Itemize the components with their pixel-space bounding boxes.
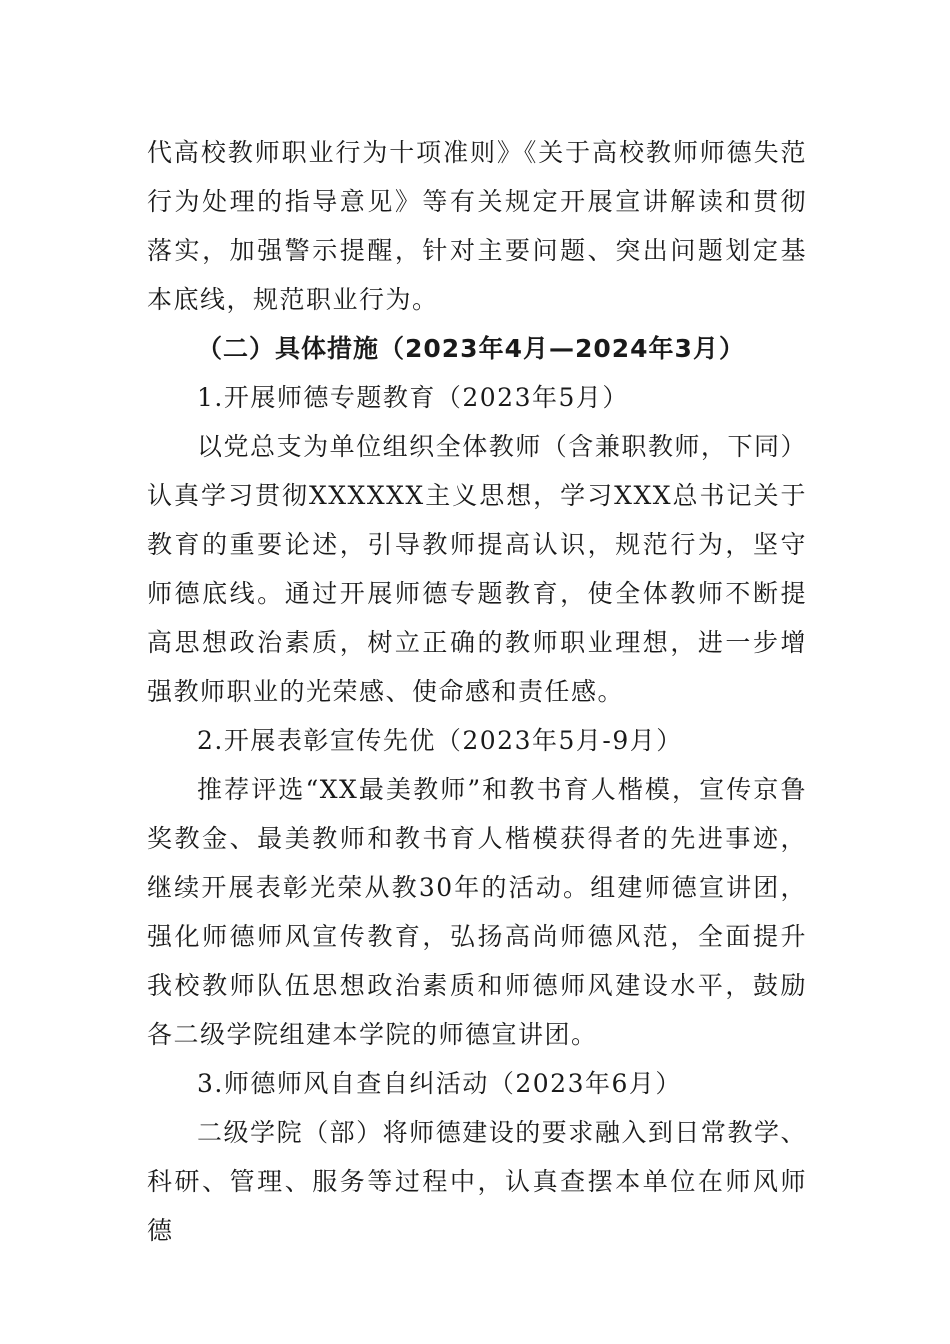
document-body [147, 128, 807, 1255]
paragraph-2: 推荐评选“XX最美教师”和教书育人楷模，宣传京鲁奖教金、最美教师和教书育人楷模获得者的先进事迹，继续开展表彰光荣从教30年的活动。组建师德宣讲团，强化师德师风宣传教育，弘扬高尚师德风范，全面提升我校教师队伍思想政治素质和师德师风建设水平，鼓励各二级学院组建本学院的师德宣讲团。 [147, 775, 807, 1049]
item-title-1: 1.开展师德专题教育（2023年5月） [197, 383, 629, 412]
paragraph-3: 二级学院（部）将师德建设的要求融入到日常教学、科研、管理、服务等过程中，认真查摆本单位在师风师德 [147, 1118, 807, 1245]
paragraph-1: 以党总支为单位组织全体教师（含兼职教师，下同）认真学习贯彻XXXXXX主义思想，学习XXX总书记关于教育的重要论述，引导教师提高认识，规范行为，坚守师德底线。通过开展师德专题教育，使全体教师不断提高思想政治素质，树立正确的教师职业理想，进一步增强教师职业的光荣感、使命感和责任感。 [147, 432, 807, 706]
item-title-3: 3.师德师风自查自纠活动（2023年6月） [197, 1069, 682, 1098]
paragraph-continuation: 代高校教师职业行为十项准则》《关于高校教师师德失范行为处理的指导意见》等有关规定开展宣讲解读和贯彻落实，加强警示提醒，针对主要问题、突出问题划定基本底线，规范职业行为。 [147, 138, 807, 314]
section-heading: （二）具体措施（2023年4月—2024年3月） [197, 334, 745, 363]
item-title-2: 2.开展表彰宣传先优（2023年5月-9月） [197, 726, 683, 755]
